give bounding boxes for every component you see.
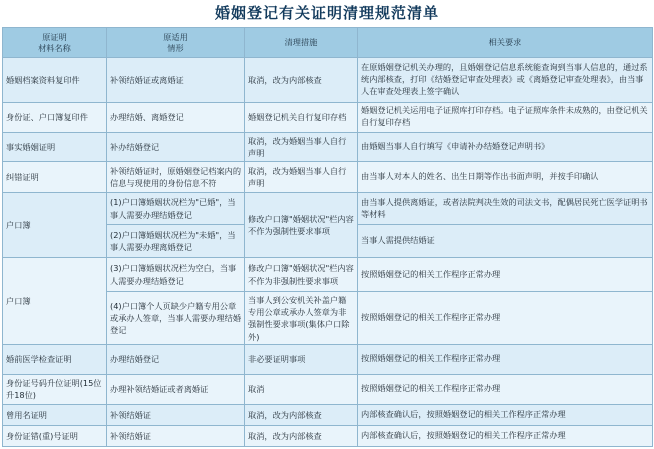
cell-measure: 取消，改为内部核查 — [245, 58, 358, 102]
cell-measure: 非必要证明事项 — [245, 345, 358, 374]
cell-measure: 修改户口簿"婚姻状况"栏内容不作为强制性要求事项 — [245, 192, 358, 257]
cell-situation: 办理结婚登记 — [107, 345, 245, 374]
cell-measure: 修改户口簿"婚姻状况"栏内容不作为非强制性要求事项 — [245, 257, 358, 292]
cell-requirement: 内部核查确认后，按照婚姻登记的相关工作程序正常办理 — [358, 404, 653, 425]
cell-requirement: 婚姻登记机关运用电子证照库打印存档。电子证照库条件未成熟的，由登记机关自行复印存档 — [358, 102, 653, 132]
header-text: 原适用 — [163, 32, 188, 43]
cell-requirement: 由婚姻当事人自行填写《申请补办结婚登记声明书》 — [358, 132, 653, 161]
cell-requirement: 内部核查确认后，按照婚姻登记的相关工作程序正常办理 — [358, 425, 653, 446]
cell-measure: 取消，改为婚姻当事人自行声明 — [245, 162, 358, 192]
cell-name: 婚前医学检查证明 — [3, 345, 107, 374]
cell-name: 曾用名证明 — [3, 404, 107, 425]
cell-situation: 补办结婚登记 — [107, 132, 245, 161]
cell-situation: 补领结婚证时，原婚姻登记档案内的信息与现使用的身份信息不符 — [107, 162, 245, 192]
cell-measure: 婚姻登记机关自行复印存档 — [245, 102, 358, 132]
cell-name: 事实婚姻证明 — [3, 132, 107, 161]
cell-situation: (1)户口簿婚姻状况栏为"已婚"，当事人需要办理结婚登记 — [107, 192, 245, 225]
cell-situation: (3)户口簿婚姻状况栏为空白，当事人需要办理结婚登记 — [107, 257, 245, 292]
cell-requirement: 由当事人提供离婚证，或者法院判决生效的司法文书，配偶居民死亡医学证明书等材料 — [358, 192, 653, 225]
cell-name: 纠错证明 — [3, 162, 107, 192]
cell-situation: (2)户口簿婚姻状况栏为"未婚"，当事人需要办理离婚登记 — [107, 225, 245, 258]
cell-requirement: 当事人需提供结婚证 — [358, 225, 653, 258]
header-original-situation — [107, 28, 245, 58]
table-row — [3, 102, 653, 132]
table-row — [3, 257, 653, 292]
header-requirement: 相关要求 — [358, 28, 653, 58]
cell-measure: 取消，改为内部核查 — [245, 425, 358, 446]
cell-name: 身份证号码升位证明(15位升18位) — [3, 374, 107, 404]
cell-requirement: 按照婚姻登记的相关工作程序正常办理 — [358, 257, 653, 292]
table-header-row — [3, 28, 653, 58]
cell-situation: 补领结婚证 — [107, 425, 245, 446]
cell-requirement: 在原婚姻登记机关办理的，且婚姻登记信息系统能查询到当事人信息的，通过系统内部核查，打印《结婚登记审查处理表》或《离婚登记审查处理表》，由当事人在审查处理表上签字确认 — [358, 58, 653, 102]
certificate-table — [2, 27, 653, 447]
cell-name: 户口簿 — [3, 192, 107, 257]
cell-name: 身份证错(重)号证明 — [3, 425, 107, 446]
cell-name: 身份证、户口簿复印件 — [3, 102, 107, 132]
cell-measure: 当事人到公安机关补盖户籍专用公章或承办人签章为非强制性要求事项(集体户口除外) — [245, 292, 358, 345]
cell-situation: (4)户口簿个人页缺少户籍专用公章或承办人签章，当事人需要办理结婚登记 — [107, 292, 245, 345]
table-row — [3, 404, 653, 425]
cell-name: 户口簿 — [3, 257, 107, 344]
cell-requirement: 由当事人对本人的姓名、出生日期等作出书面声明，并按手印确认 — [358, 162, 653, 192]
header-measure: 清理措施 — [245, 28, 358, 58]
cell-situation: 办理结婚、离婚登记 — [107, 102, 245, 132]
cell-requirement: 按照婚姻登记的相关工作程序正常办理 — [358, 374, 653, 404]
table-row — [3, 345, 653, 374]
header-text: 原证明 — [42, 32, 67, 43]
cell-situation: 补领结婚证或离婚证 — [107, 58, 245, 102]
header-text: 材料名称 — [38, 42, 71, 53]
table-row — [3, 162, 653, 192]
cell-measure: 取消 — [245, 374, 358, 404]
cell-name: 婚姻档案资料复印件 — [3, 58, 107, 102]
cell-requirement: 按照婚姻登记的相关工作程序正常办理 — [358, 345, 653, 374]
page-title: 婚姻登记有关证明清理规范清单 — [214, 4, 439, 22]
table-row — [3, 425, 653, 446]
table-row — [3, 192, 653, 225]
table-row — [3, 132, 653, 161]
cell-situation: 补领结婚证 — [107, 404, 245, 425]
table-row — [3, 58, 653, 102]
header-text: 情形 — [167, 42, 184, 53]
table-row — [3, 374, 653, 404]
header-original-certificate — [3, 28, 107, 58]
cell-situation: 办理补领结婚证或者离婚证 — [107, 374, 245, 404]
cell-measure: 取消，改为内部核查 — [245, 404, 358, 425]
cell-measure: 取消，改为婚姻当事人自行声明 — [245, 132, 358, 161]
cell-requirement: 按照婚姻登记的相关工作程序正常办理 — [358, 292, 653, 345]
